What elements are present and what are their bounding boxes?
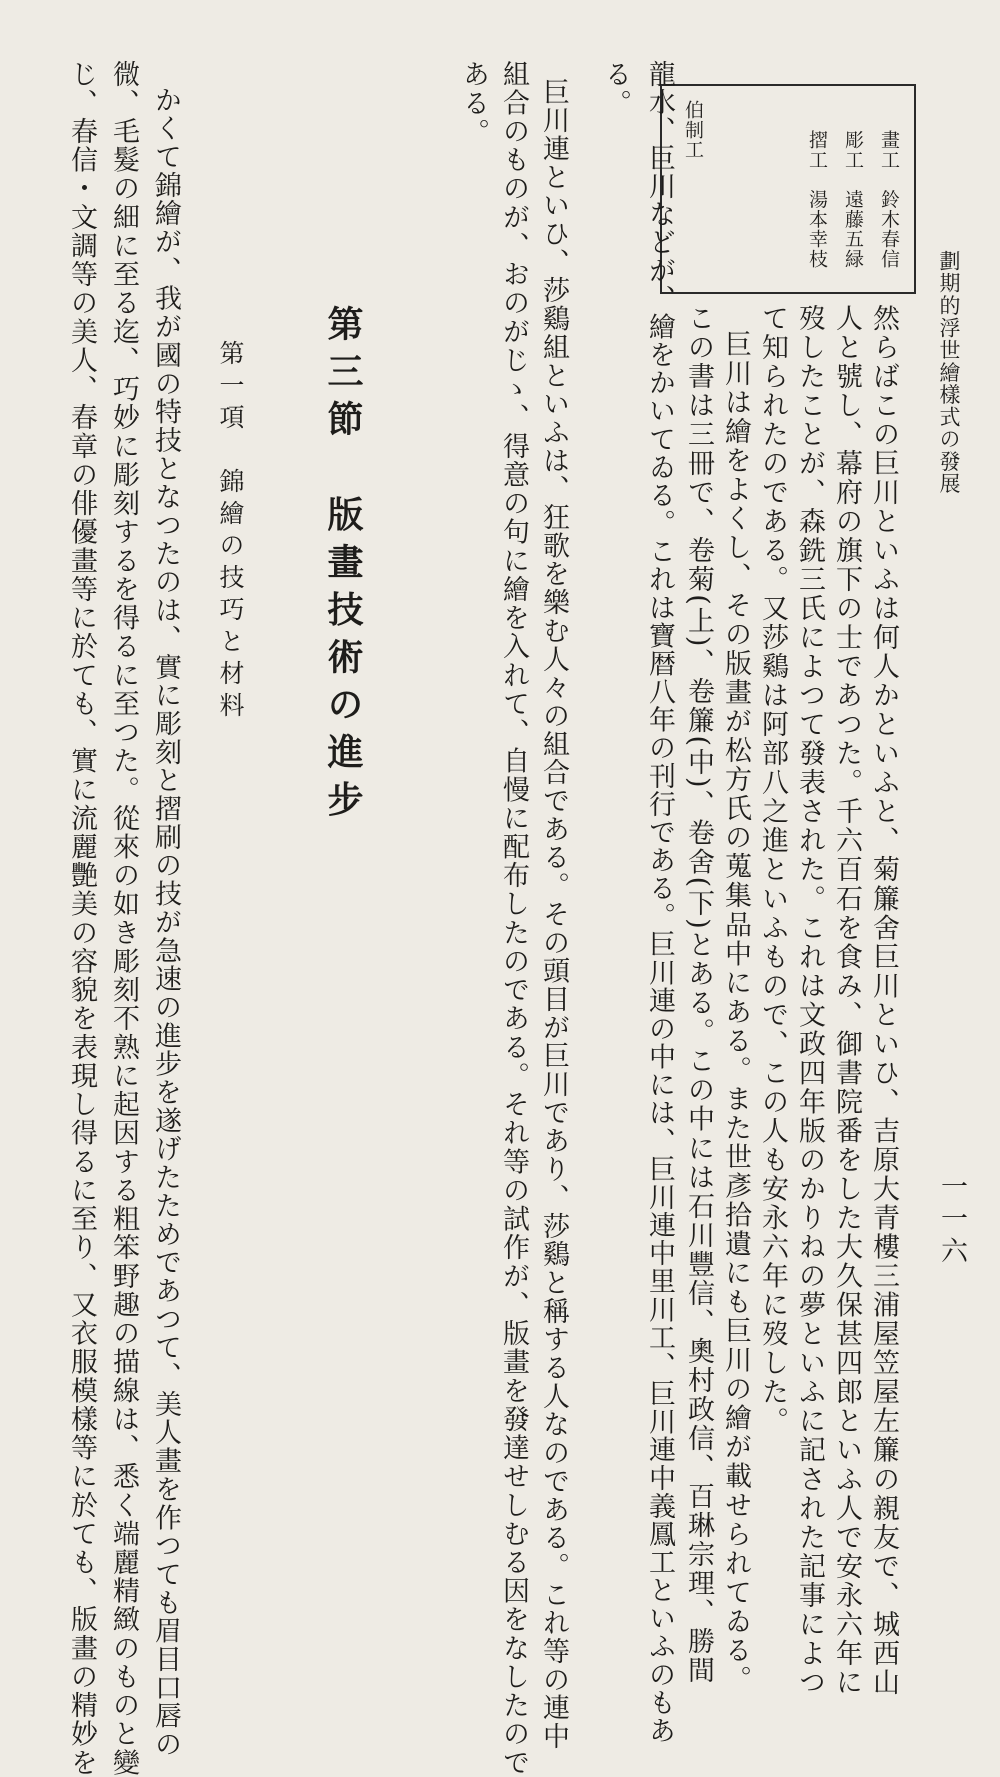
credit-painter [876, 130, 903, 268]
text-line: 巨川は繪をよくし、その版畫が松方氏の蒐集品中にある。また世彥拾遺にも巨川の繪が載せられてゐる。 [720, 330, 751, 1695]
text-line: 龍水、巨川などが、繪をかいてゐる。これは寶暦八年の刊行である。巨川連の中には、巨川連中里川工、巨川連中義鳳工といふのもあ [644, 60, 675, 1745]
credit-publisher: 伯制工 [682, 100, 704, 160]
page-number: 一一六 [936, 1172, 967, 1270]
credits-box [660, 84, 916, 294]
item-title: 第一項 錦繪の技巧と材料 [216, 340, 245, 724]
text-line: この書は三冊で、卷菊(上)、卷簾(中)、卷舍(下)とある。この中には石川豐信、奧村政信、百琳宗理、勝間 [683, 304, 714, 1686]
text-line: 組合のものが、おのがじゝ、得意の句に繪を入れて、自慢に配布したのである。それ等の試作が、版畫を發達せしむる因をなしたので [498, 60, 529, 1777]
credit-role: 摺工 [806, 130, 828, 170]
credit-engraver [840, 130, 867, 268]
text-line: かくて錦繪が、我が國の特技となつたのは、實に彫刻と摺刷の技が急速の進步を遂げたためであつて、美人畫を作つても眉目口唇の [150, 86, 181, 1759]
credit-name: 鈴木春信 [878, 189, 900, 269]
text-line: る。 [600, 60, 631, 119]
text-line: じ、春信・文調等の美人、春章の俳優畫等に於ても、實に流麗艷美の容貌を表現し得るに至り、又衣服模樣等に於ても、版畫の精妙を [66, 60, 97, 1777]
text-line: ある。 [458, 60, 489, 148]
credit-role: 彫工 [842, 130, 864, 170]
text-line: 歿したことが、森銑三氏によつて發表された。これは文政四年版のかりねの夢といふに記された記事によつ [794, 304, 825, 1698]
running-head: 劃期的浮世繪樣式の發展 [937, 250, 961, 495]
credit-name: 遠藤五緑 [842, 189, 864, 269]
text-line: て知られたのである。又莎鷄は阿部八之進といふもので、この人も安永六年に歿した。 [757, 304, 788, 1436]
text-line: 然らばこの巨川といふは何人かといふと、菊簾舍巨川といひ、吉原大青樓三浦屋笠屋左簾の親友で、城西山 [868, 304, 899, 1698]
text-line: 人と號し、幕府の旗下の士であつた。千六百石を食み、御書院番をした大久保甚四郎といふ人で安永六年に [831, 304, 862, 1698]
text-line: 巨川連といひ、莎鷄組といふは、狂歌を樂む人々の組合である。その頭目が巨川であり、莎鷄と稱する人なのである。これ等の連中 [538, 78, 569, 1751]
section-title: 第三節 版畫技術の進步 [322, 305, 364, 828]
credit-role: 畫工 [878, 130, 900, 170]
credit-name: 湯本幸枝 [806, 189, 828, 269]
credit-printer [804, 130, 831, 268]
text-line: 微、毛髮の細に至る迄、巧妙に彫刻するを得るに至つた。從來の如き彫刻不熟に起因する粗笨野趣の描線は、悉く端麗精緻のものと變 [108, 60, 139, 1777]
